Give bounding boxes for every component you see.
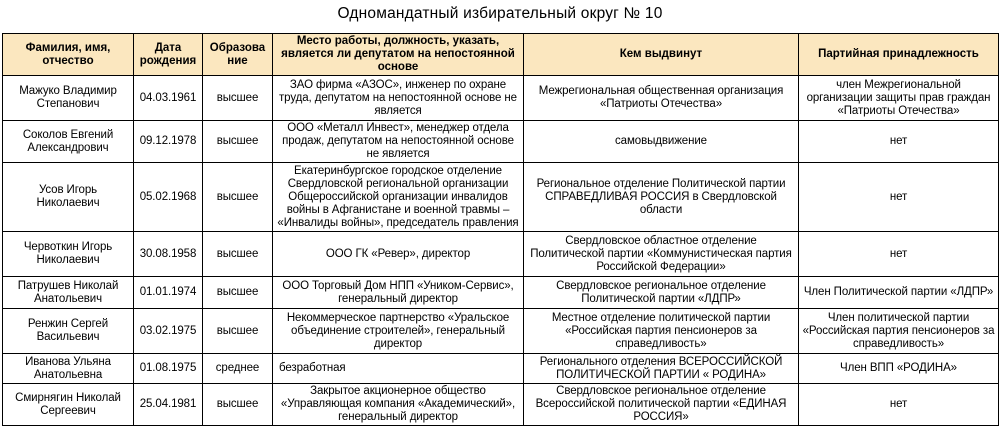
- table-row: [3, 309, 999, 354]
- cell-name: Ренжин Сергей Васильевич: [3, 309, 134, 354]
- cell-party: нет: [799, 232, 999, 277]
- cell-education: высшее: [203, 384, 273, 426]
- table-row: [3, 277, 999, 309]
- cell-work: Некоммерческое партнерство «Уральское объединение строителей», генеральный директор: [273, 309, 524, 354]
- cell-name: Усов Игорь Николаевич: [3, 163, 134, 232]
- cell-birth: 25.04.1981: [134, 384, 203, 426]
- column-header-work: Место работы, должность, указать, является ли депутатом на непостоянной основе: [273, 34, 524, 76]
- cell-name: Смирнягин Николай Сергеевич: [3, 384, 134, 426]
- column-header-education: Образова ние: [203, 34, 273, 76]
- cell-nominated: Межрегиональная общественная организация «Патриоты Отечества»: [524, 76, 799, 121]
- cell-party: нет: [799, 384, 999, 426]
- cell-name: Червоткин Игорь Николаевич: [3, 232, 134, 277]
- cell-birth: 09.12.1978: [134, 121, 203, 163]
- cell-work: ООО «Металл Инвест», менеджер отдела продаж, депутатом на непостоянной основе не является: [273, 121, 524, 163]
- cell-birth: 05.02.1968: [134, 163, 203, 232]
- page-title: Одномандатный избирательный округ № 10: [337, 5, 663, 22]
- cell-name: Мажуко Владимир Степанович: [3, 76, 134, 121]
- cell-birth: 01.08.1975: [134, 354, 203, 384]
- table-row: [3, 76, 999, 121]
- cell-party: нет: [799, 121, 999, 163]
- cell-education: высшее: [203, 309, 273, 354]
- column-header-party: Партийная принадлежность: [799, 34, 999, 76]
- cell-nominated: Свердловское региональное отделение Всероссийской политической партии «ЕДИНАЯ РОССИЯ»: [524, 384, 799, 426]
- column-header-name: Фамилия, имя, отчество: [3, 34, 134, 76]
- cell-work: безработная: [273, 354, 524, 384]
- cell-education: высшее: [203, 76, 273, 121]
- cell-nominated: самовыдвижение: [524, 121, 799, 163]
- cell-work: Закрытое акционерное общество «Управляющая компания «Академический», генеральный директор: [273, 384, 524, 426]
- table-row: [3, 232, 999, 277]
- cell-education: среднее: [203, 354, 273, 384]
- cell-name: Соколов Евгений Александрович: [3, 121, 134, 163]
- cell-nominated: Свердловское региональное отделение Политической партии «ЛДПР»: [524, 277, 799, 309]
- cell-work: ООО ГК «Ревер», директор: [273, 232, 524, 277]
- table-row: [3, 121, 999, 163]
- cell-birth: 30.08.1958: [134, 232, 203, 277]
- cell-work: ЗАО фирма «АЗОС», инженер по охране труда, депутатом на непостоянной основе не является: [273, 76, 524, 121]
- cell-party: нет: [799, 163, 999, 232]
- column-header-birth: Дата рождения: [134, 34, 203, 76]
- cell-nominated: Свердловское областное отделение Политической партии «Коммунистическая партия Российской Федерации»: [524, 232, 799, 277]
- cell-education: высшее: [203, 163, 273, 232]
- cell-work: Екатеринбургское городское отделение Свердловской региональной организации Общероссийской организации инвалидов войны в Афганистане и военной травмы – «Инвалиды войны», председатель правления: [273, 163, 524, 232]
- cell-education: высшее: [203, 277, 273, 309]
- cell-birth: 01.01.1974: [134, 277, 203, 309]
- table-row: [3, 384, 999, 426]
- cell-work: ООО Торговый Дом НПП «Уником-Сервис», генеральный директор: [273, 277, 524, 309]
- cell-name: Иванова Ульяна Анатольевна: [3, 354, 134, 384]
- cell-party: Член Политической партии «ЛДПР»: [799, 277, 999, 309]
- cell-education: высшее: [203, 121, 273, 163]
- cell-nominated: Регионального отделения ВСЕРОССИЙСКОЙ ПОЛИТИЧЕСКОЙ ПАРТИИ « РОДИНА»: [524, 354, 799, 384]
- table-row: [3, 163, 999, 232]
- cell-party: Член ВПП «РОДИНА»: [799, 354, 999, 384]
- column-header-nominated: Кем выдвинут: [524, 34, 799, 76]
- cell-party: член Межрегиональной организации защиты прав граждан «Патриоты Отечества»: [799, 76, 999, 121]
- cell-birth: 03.02.1975: [134, 309, 203, 354]
- candidates-table: [2, 33, 999, 426]
- cell-name: Патрушев Николай Анатольевич: [3, 277, 134, 309]
- table-header-row: [3, 34, 999, 76]
- cell-party: Член политической партии «Российская партия пенсионеров за справедливость»: [799, 309, 999, 354]
- table-row: [3, 354, 999, 384]
- cell-birth: 04.03.1961: [134, 76, 203, 121]
- cell-nominated: Региональное отделение Политической партии СПРАВЕДЛИВАЯ РОССИЯ в Свердловской области: [524, 163, 799, 232]
- cell-nominated: Местное отделение политической партии «Российская партия пенсионеров за справедливость»: [524, 309, 799, 354]
- cell-education: высшее: [203, 232, 273, 277]
